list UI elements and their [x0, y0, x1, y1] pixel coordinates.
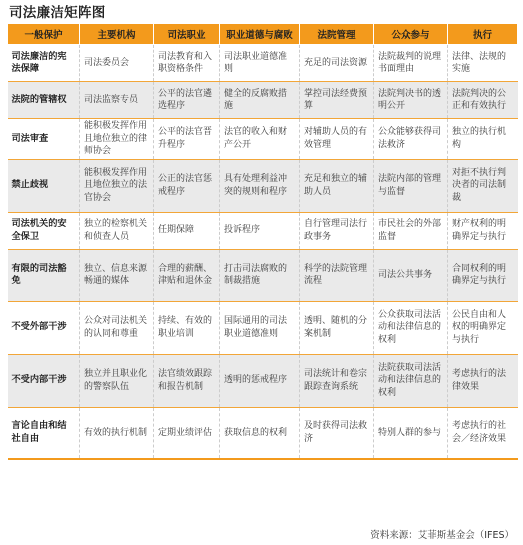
table-cell: 充足的司法资源: [300, 45, 374, 82]
table-cell: 公平的法官晋升程序: [154, 119, 220, 160]
table-cell: 科学的法院管理流程: [300, 249, 374, 301]
table-cell: 考虑执行的社会／经济效果: [448, 407, 518, 459]
table-row: [8, 82, 518, 119]
row-header-cell: 法院的管辖权: [8, 82, 80, 119]
table-cell: 合同权利的明确界定与执行: [448, 249, 518, 301]
table-cell: 法院获取司法活动和法律信息的权利: [374, 354, 448, 407]
table-row: [8, 45, 518, 82]
table-cell: 特别人群的参与: [374, 407, 448, 459]
table-row: [8, 407, 518, 459]
row-header-cell: 言论自由和结社自由: [8, 407, 80, 459]
table-cell: 能积极发挥作用且地位独立的法官协会: [80, 159, 154, 212]
table-cell: 对辅助人员的有效管理: [300, 119, 374, 160]
table-cell: 司法统计和卷宗跟踪查询系统: [300, 354, 374, 407]
table-cell: 法院内部的管理与监督: [374, 159, 448, 212]
column-header: 司法职业: [154, 24, 220, 45]
table-cell: 司法公共事务: [374, 249, 448, 301]
table-cell: 有效的执行机制: [80, 407, 154, 459]
column-header: 执行: [448, 24, 518, 45]
table-header-row: [8, 24, 518, 45]
table-cell: 能积极发挥作用且地位独立的律师协会: [80, 119, 154, 160]
page-title: 司法廉洁矩阵图: [9, 5, 106, 21]
table-cell: 任期保障: [154, 212, 220, 249]
table-cell: 考虑执行的法律效果: [448, 354, 518, 407]
table-cell: 定期业绩评估: [154, 407, 220, 459]
table-cell: 及时获得司法救济: [300, 407, 374, 459]
table-row: [8, 159, 518, 212]
table-cell: 获取信息的权利: [220, 407, 300, 459]
table-cell: 法官绩效跟踪和报告机制: [154, 354, 220, 407]
table-cell: 掌控司法经费预算: [300, 82, 374, 119]
table-cell: 司法委员会: [80, 45, 154, 82]
table-row: [8, 249, 518, 301]
column-header: 一般保护: [8, 24, 80, 45]
table-row: [8, 354, 518, 407]
table-row: [8, 301, 518, 354]
row-header-cell: 有限的司法豁免: [8, 249, 80, 301]
table-cell: 国际通用的司法职业道德准则: [220, 301, 300, 354]
table-row: [8, 212, 518, 249]
table-cell: 透明、随机的分案机制: [300, 301, 374, 354]
table-cell: 司法监察专员: [80, 82, 154, 119]
table-cell: 独立的执行机构: [448, 119, 518, 160]
table-cell: 法律、法规的实施: [448, 45, 518, 82]
row-header-cell: 不受外部干涉: [8, 301, 80, 354]
table-cell: 持续、有效的职业培训: [154, 301, 220, 354]
table-cell: 公众对司法机关的认同和尊重: [80, 301, 154, 354]
table-cell: 司法教育和入职资格条件: [154, 45, 220, 82]
table-cell: 法官的收入和财产公开: [220, 119, 300, 160]
table-cell: 独立、信息来源畅通的媒体: [80, 249, 154, 301]
column-header: 主要机构: [80, 24, 154, 45]
table-cell: 自行管理司法行政事务: [300, 212, 374, 249]
table-cell: 公众能够获得司法救济: [374, 119, 448, 160]
table-cell: 司法职业道德准则: [220, 45, 300, 82]
table-cell: 合理的薪酬、津贴和退休金: [154, 249, 220, 301]
column-header: 职业道德与腐败: [220, 24, 300, 45]
table-cell: 公平的法官遴选程序: [154, 82, 220, 119]
table-cell: 市民社会的外部监督: [374, 212, 448, 249]
row-header-cell: 司法审查: [8, 119, 80, 160]
table-row: [8, 119, 518, 160]
table-cell: 财产权利的明确界定与执行: [448, 212, 518, 249]
row-header-cell: 司法廉洁的宪法保障: [8, 45, 80, 82]
table-body: [8, 45, 518, 460]
table-cell: 具有处理利益冲突的规则和程序: [220, 159, 300, 212]
integrity-matrix-table: [7, 24, 518, 460]
column-header: 法院管理: [300, 24, 374, 45]
table-cell: 公众获取司法活动和法律信息的权利: [374, 301, 448, 354]
column-header: 公众参与: [374, 24, 448, 45]
table-cell: 公民自由和人权的明确界定与执行: [448, 301, 518, 354]
table-cell: 健全的反腐败措施: [220, 82, 300, 119]
table-cell: 透明的惩戒程序: [220, 354, 300, 407]
table-cell: 公正的法官惩戒程序: [154, 159, 220, 212]
table-cell: 打击司法腐败的制裁措施: [220, 249, 300, 301]
table-cell: 法院裁判的说理书面理由: [374, 45, 448, 82]
table-cell: 充足和独立的辅助人员: [300, 159, 374, 212]
table-cell: 法院判决书的透明公开: [374, 82, 448, 119]
row-header-cell: 不受内部干涉: [8, 354, 80, 407]
table-cell: 独立的检察机关和侦查人员: [80, 212, 154, 249]
table-cell: 法院判决的公正和有效执行: [448, 82, 518, 119]
row-header-cell: 司法机关的安全保卫: [8, 212, 80, 249]
table-cell: 独立并且职业化的警察队伍: [80, 354, 154, 407]
row-header-cell: 禁止歧视: [8, 159, 80, 212]
table-cell: 对拒不执行判决者的司法制裁: [448, 159, 518, 212]
table-cell: 投诉程序: [220, 212, 300, 249]
source-note: 资料来源：艾菲斯基金会（IFES）: [370, 530, 514, 541]
